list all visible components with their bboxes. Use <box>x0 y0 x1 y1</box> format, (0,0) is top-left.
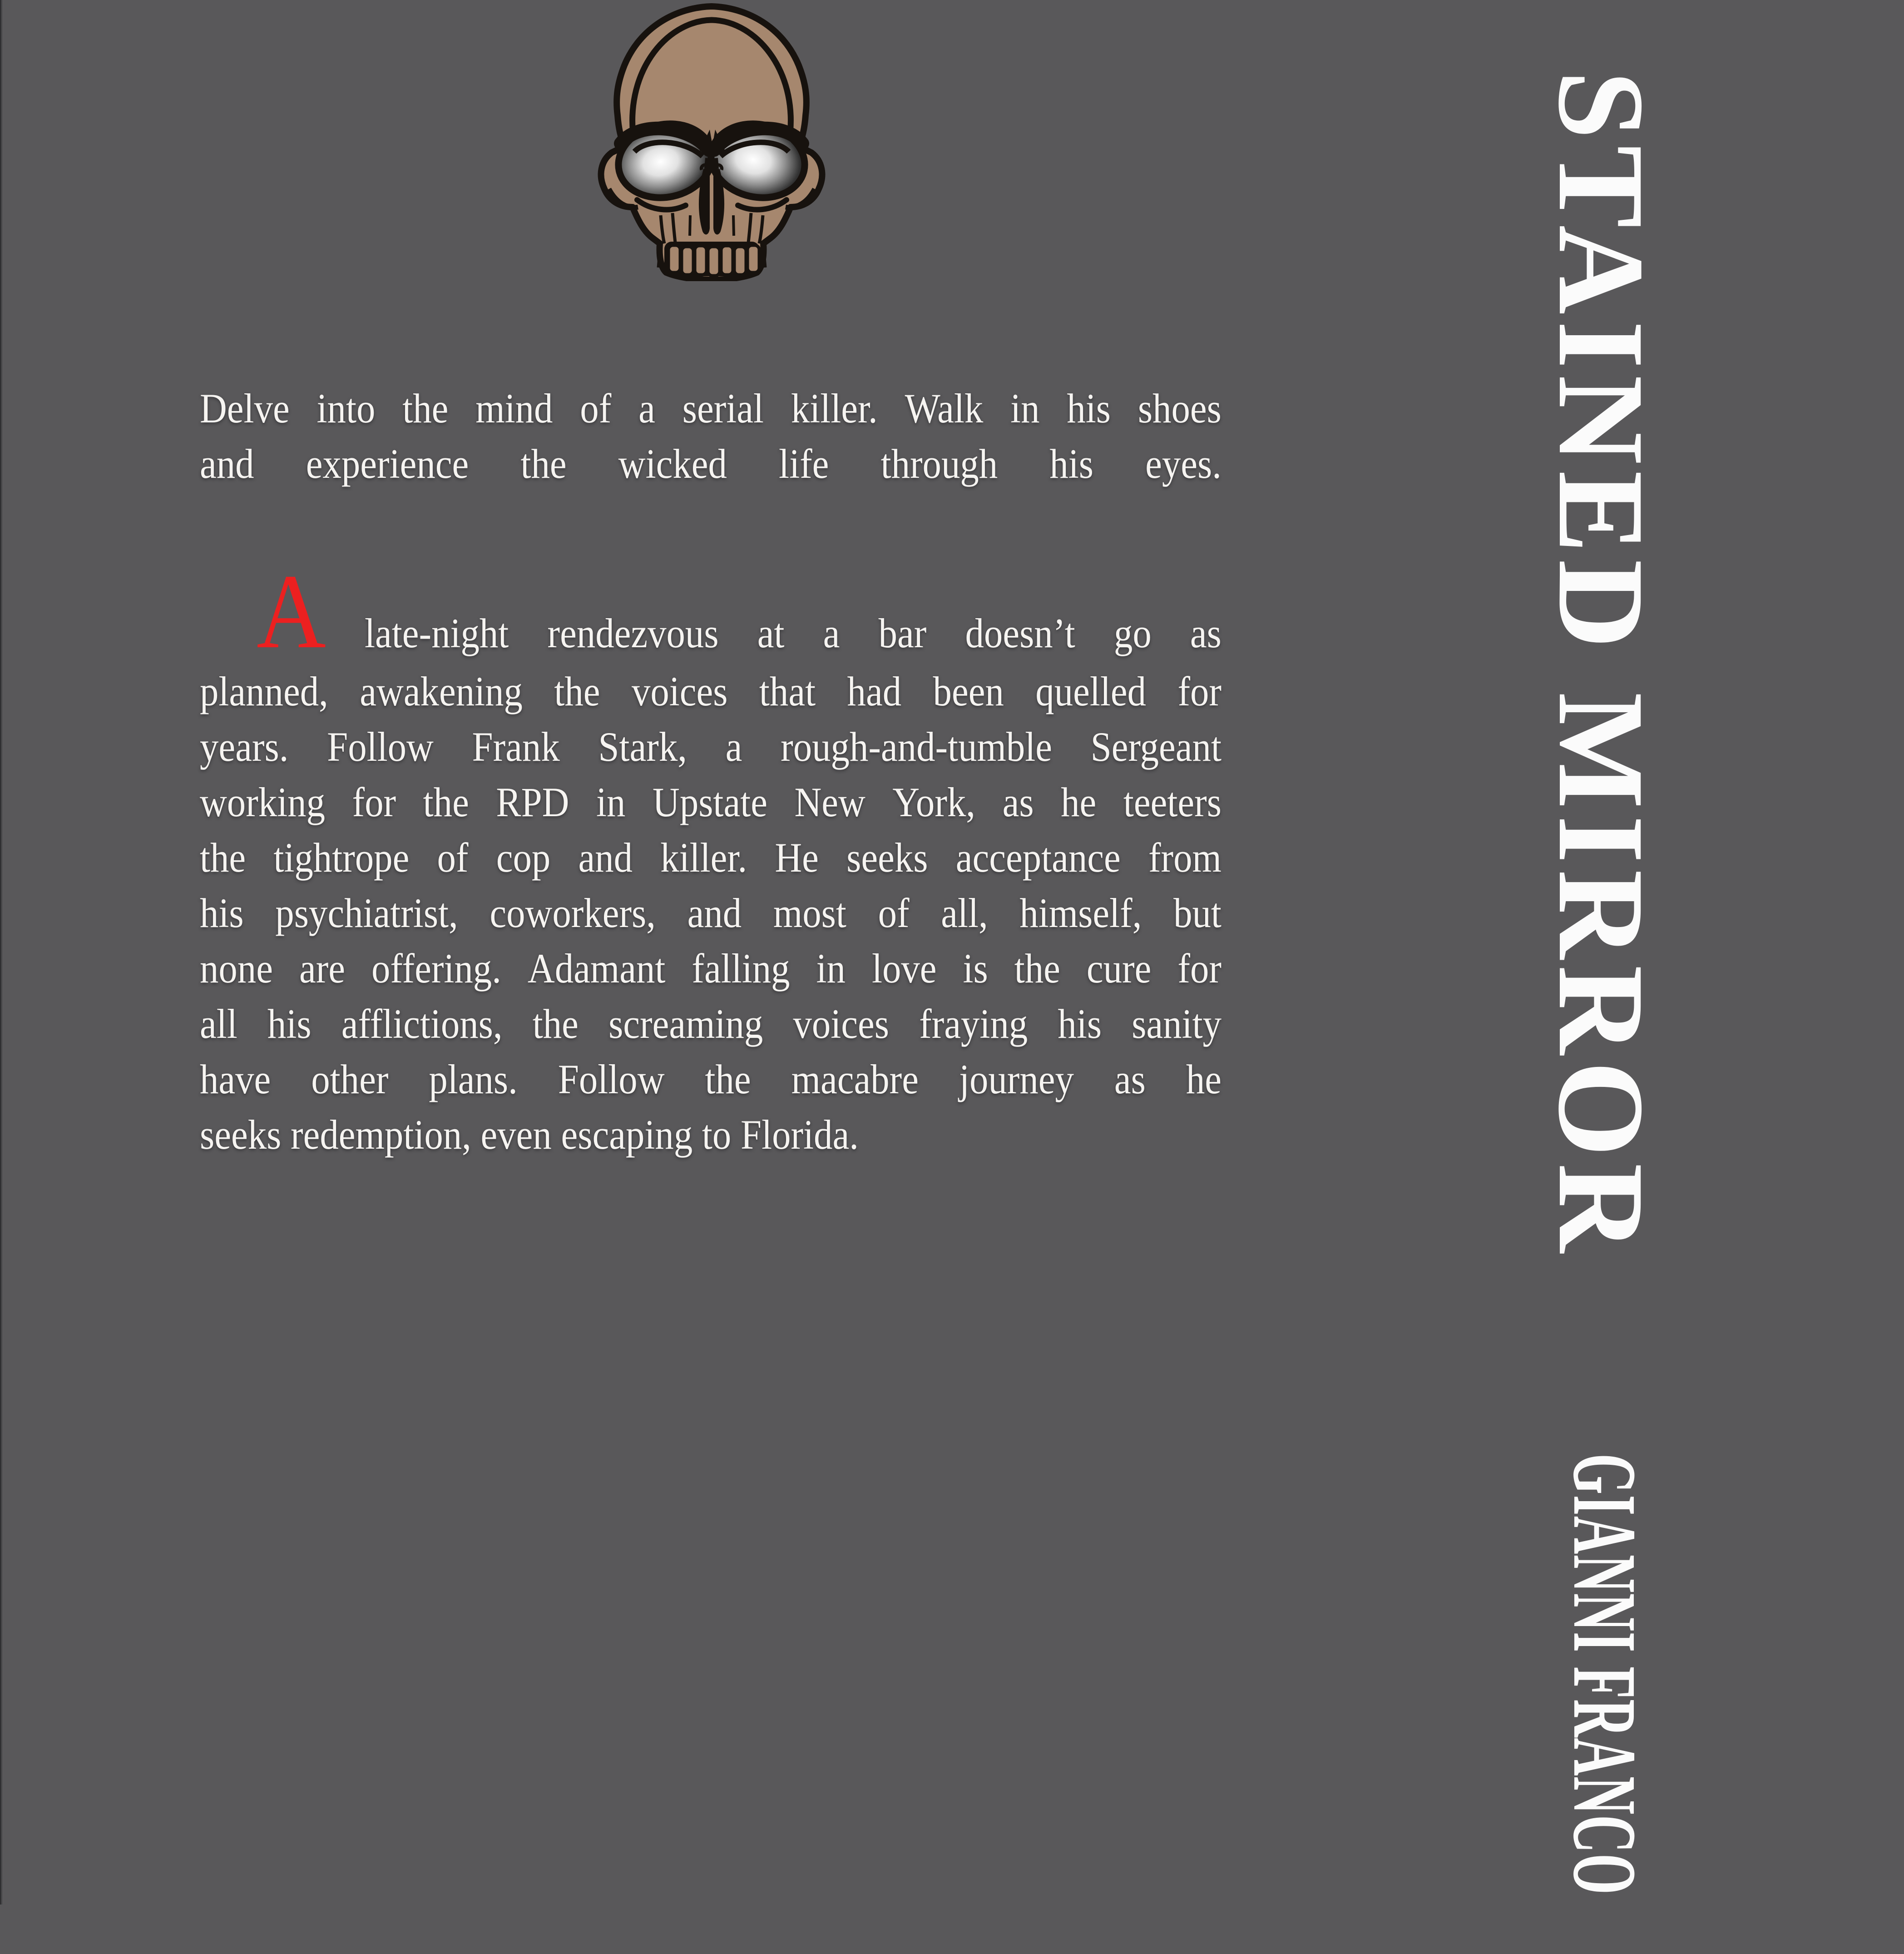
back-cover-synopsis <box>200 552 1222 1162</box>
word: the <box>532 1001 579 1047</box>
word: of <box>878 890 910 936</box>
word: the <box>200 834 246 881</box>
word: and <box>687 890 742 936</box>
word: in <box>596 779 626 825</box>
word: serial <box>682 385 764 431</box>
word: at <box>757 610 785 656</box>
word: RPD <box>496 779 569 825</box>
word: sanity <box>1132 1001 1222 1047</box>
word: voices <box>793 1001 890 1047</box>
word: through <box>880 441 998 487</box>
word: as <box>1002 779 1034 825</box>
word: his <box>200 890 244 936</box>
text-line <box>200 996 1222 1051</box>
word: wicked <box>618 441 727 487</box>
word: the <box>554 668 600 714</box>
text-line <box>200 941 1222 996</box>
word: shoes <box>1137 385 1222 431</box>
text-line <box>200 664 1222 719</box>
word: most <box>773 890 846 936</box>
word: Sergeant <box>1090 724 1222 770</box>
word: in <box>816 945 846 992</box>
word: life <box>779 441 829 487</box>
word: Delve <box>200 385 290 431</box>
word: cure <box>1086 945 1152 992</box>
word: himself, <box>1019 890 1142 936</box>
word: are <box>299 945 346 992</box>
line-text: seeks redemption, even escaping to Florida. <box>200 1111 859 1158</box>
word: the <box>402 385 449 431</box>
cover-left-edge <box>0 0 3 1904</box>
word: He <box>775 834 819 881</box>
word: acceptance <box>955 834 1121 881</box>
word: the <box>1014 945 1060 992</box>
word: and <box>578 834 633 881</box>
skull-icon <box>593 2 831 281</box>
word: bar <box>878 610 927 656</box>
word: eyes. <box>1145 441 1222 487</box>
word: is <box>963 945 988 992</box>
word: quelled <box>1035 668 1147 714</box>
text-line <box>200 885 1222 941</box>
spine-title: STAINED MIRROR <box>1533 70 1670 1259</box>
word: screaming <box>608 1001 763 1047</box>
word: go <box>1113 610 1152 656</box>
word: all, <box>941 890 988 936</box>
word: Adamant <box>527 945 666 992</box>
word: other <box>311 1056 389 1102</box>
word: he <box>1186 1056 1222 1102</box>
word: into <box>317 385 376 431</box>
word: have <box>200 1056 271 1102</box>
word: he <box>1061 779 1097 825</box>
word: in <box>1010 385 1040 431</box>
word: for <box>1177 945 1222 992</box>
word: seeks <box>846 834 928 881</box>
word: journey <box>959 1056 1074 1102</box>
word: had <box>847 668 902 714</box>
word: late-night <box>365 610 509 656</box>
word: killer. <box>660 834 747 881</box>
word: teeters <box>1123 779 1222 825</box>
word: doesn’t <box>965 610 1075 656</box>
word: of <box>580 385 612 431</box>
word: tightrope <box>273 834 410 881</box>
word: Frank <box>472 724 560 770</box>
text-line <box>200 381 1222 436</box>
word: but <box>1173 890 1222 936</box>
word: Follow <box>327 724 434 770</box>
word: years. <box>200 724 289 770</box>
word: rough-and-tumble <box>781 724 1053 770</box>
word: Stark, <box>598 724 687 770</box>
word: psychiatrist, <box>275 890 458 936</box>
word: awakening <box>360 668 523 714</box>
text-line <box>200 552 1222 670</box>
word: a <box>638 385 655 431</box>
word: voices <box>631 668 728 714</box>
word: and <box>200 441 254 487</box>
word: coworkers, <box>490 890 656 936</box>
word: mind <box>475 385 553 431</box>
word: for <box>352 779 396 825</box>
word: falling <box>692 945 790 992</box>
dropcap-letter: A <box>257 552 326 670</box>
word: Upstate <box>653 779 767 825</box>
word: a <box>725 724 742 770</box>
word: cop <box>496 834 551 881</box>
word: Walk <box>905 385 984 431</box>
word: all <box>200 1001 237 1047</box>
word: as <box>1190 610 1222 656</box>
word: a <box>823 610 840 656</box>
word: afflictions, <box>341 1001 503 1047</box>
word: experience <box>306 441 469 487</box>
word: killer. <box>791 385 878 431</box>
word: love <box>871 945 937 992</box>
word: from <box>1148 834 1222 881</box>
word: his <box>1049 441 1093 487</box>
word: as <box>1114 1056 1146 1102</box>
word: Follow <box>558 1056 665 1102</box>
spine-author: GIANNI FRANCO <box>1554 1453 1655 1895</box>
word: been <box>933 668 1004 714</box>
word: the <box>520 441 567 487</box>
text-line <box>200 1107 1222 1162</box>
word: his <box>1067 385 1111 431</box>
skull-illustration <box>593 2 831 281</box>
word: of <box>437 834 469 881</box>
word: his <box>1058 1001 1102 1047</box>
word: plans. <box>429 1056 518 1102</box>
text-line <box>200 1051 1222 1107</box>
word: his <box>267 1001 312 1047</box>
text-line <box>200 436 1222 491</box>
word: fraying <box>919 1001 1028 1047</box>
word: working <box>200 779 325 825</box>
text-line <box>200 830 1222 885</box>
word: that <box>759 668 816 714</box>
word: the <box>423 779 469 825</box>
word: for <box>1177 668 1222 714</box>
word: macabre <box>791 1056 919 1102</box>
text-line <box>200 774 1222 830</box>
word: planned, <box>200 668 328 714</box>
back-cover-hook <box>200 381 1222 491</box>
word: offering. <box>371 945 501 992</box>
word: York, <box>892 779 976 825</box>
word: New <box>794 779 865 825</box>
text-line <box>200 719 1222 774</box>
word: the <box>705 1056 751 1102</box>
word: rendezvous <box>547 610 719 656</box>
word: none <box>200 945 273 992</box>
